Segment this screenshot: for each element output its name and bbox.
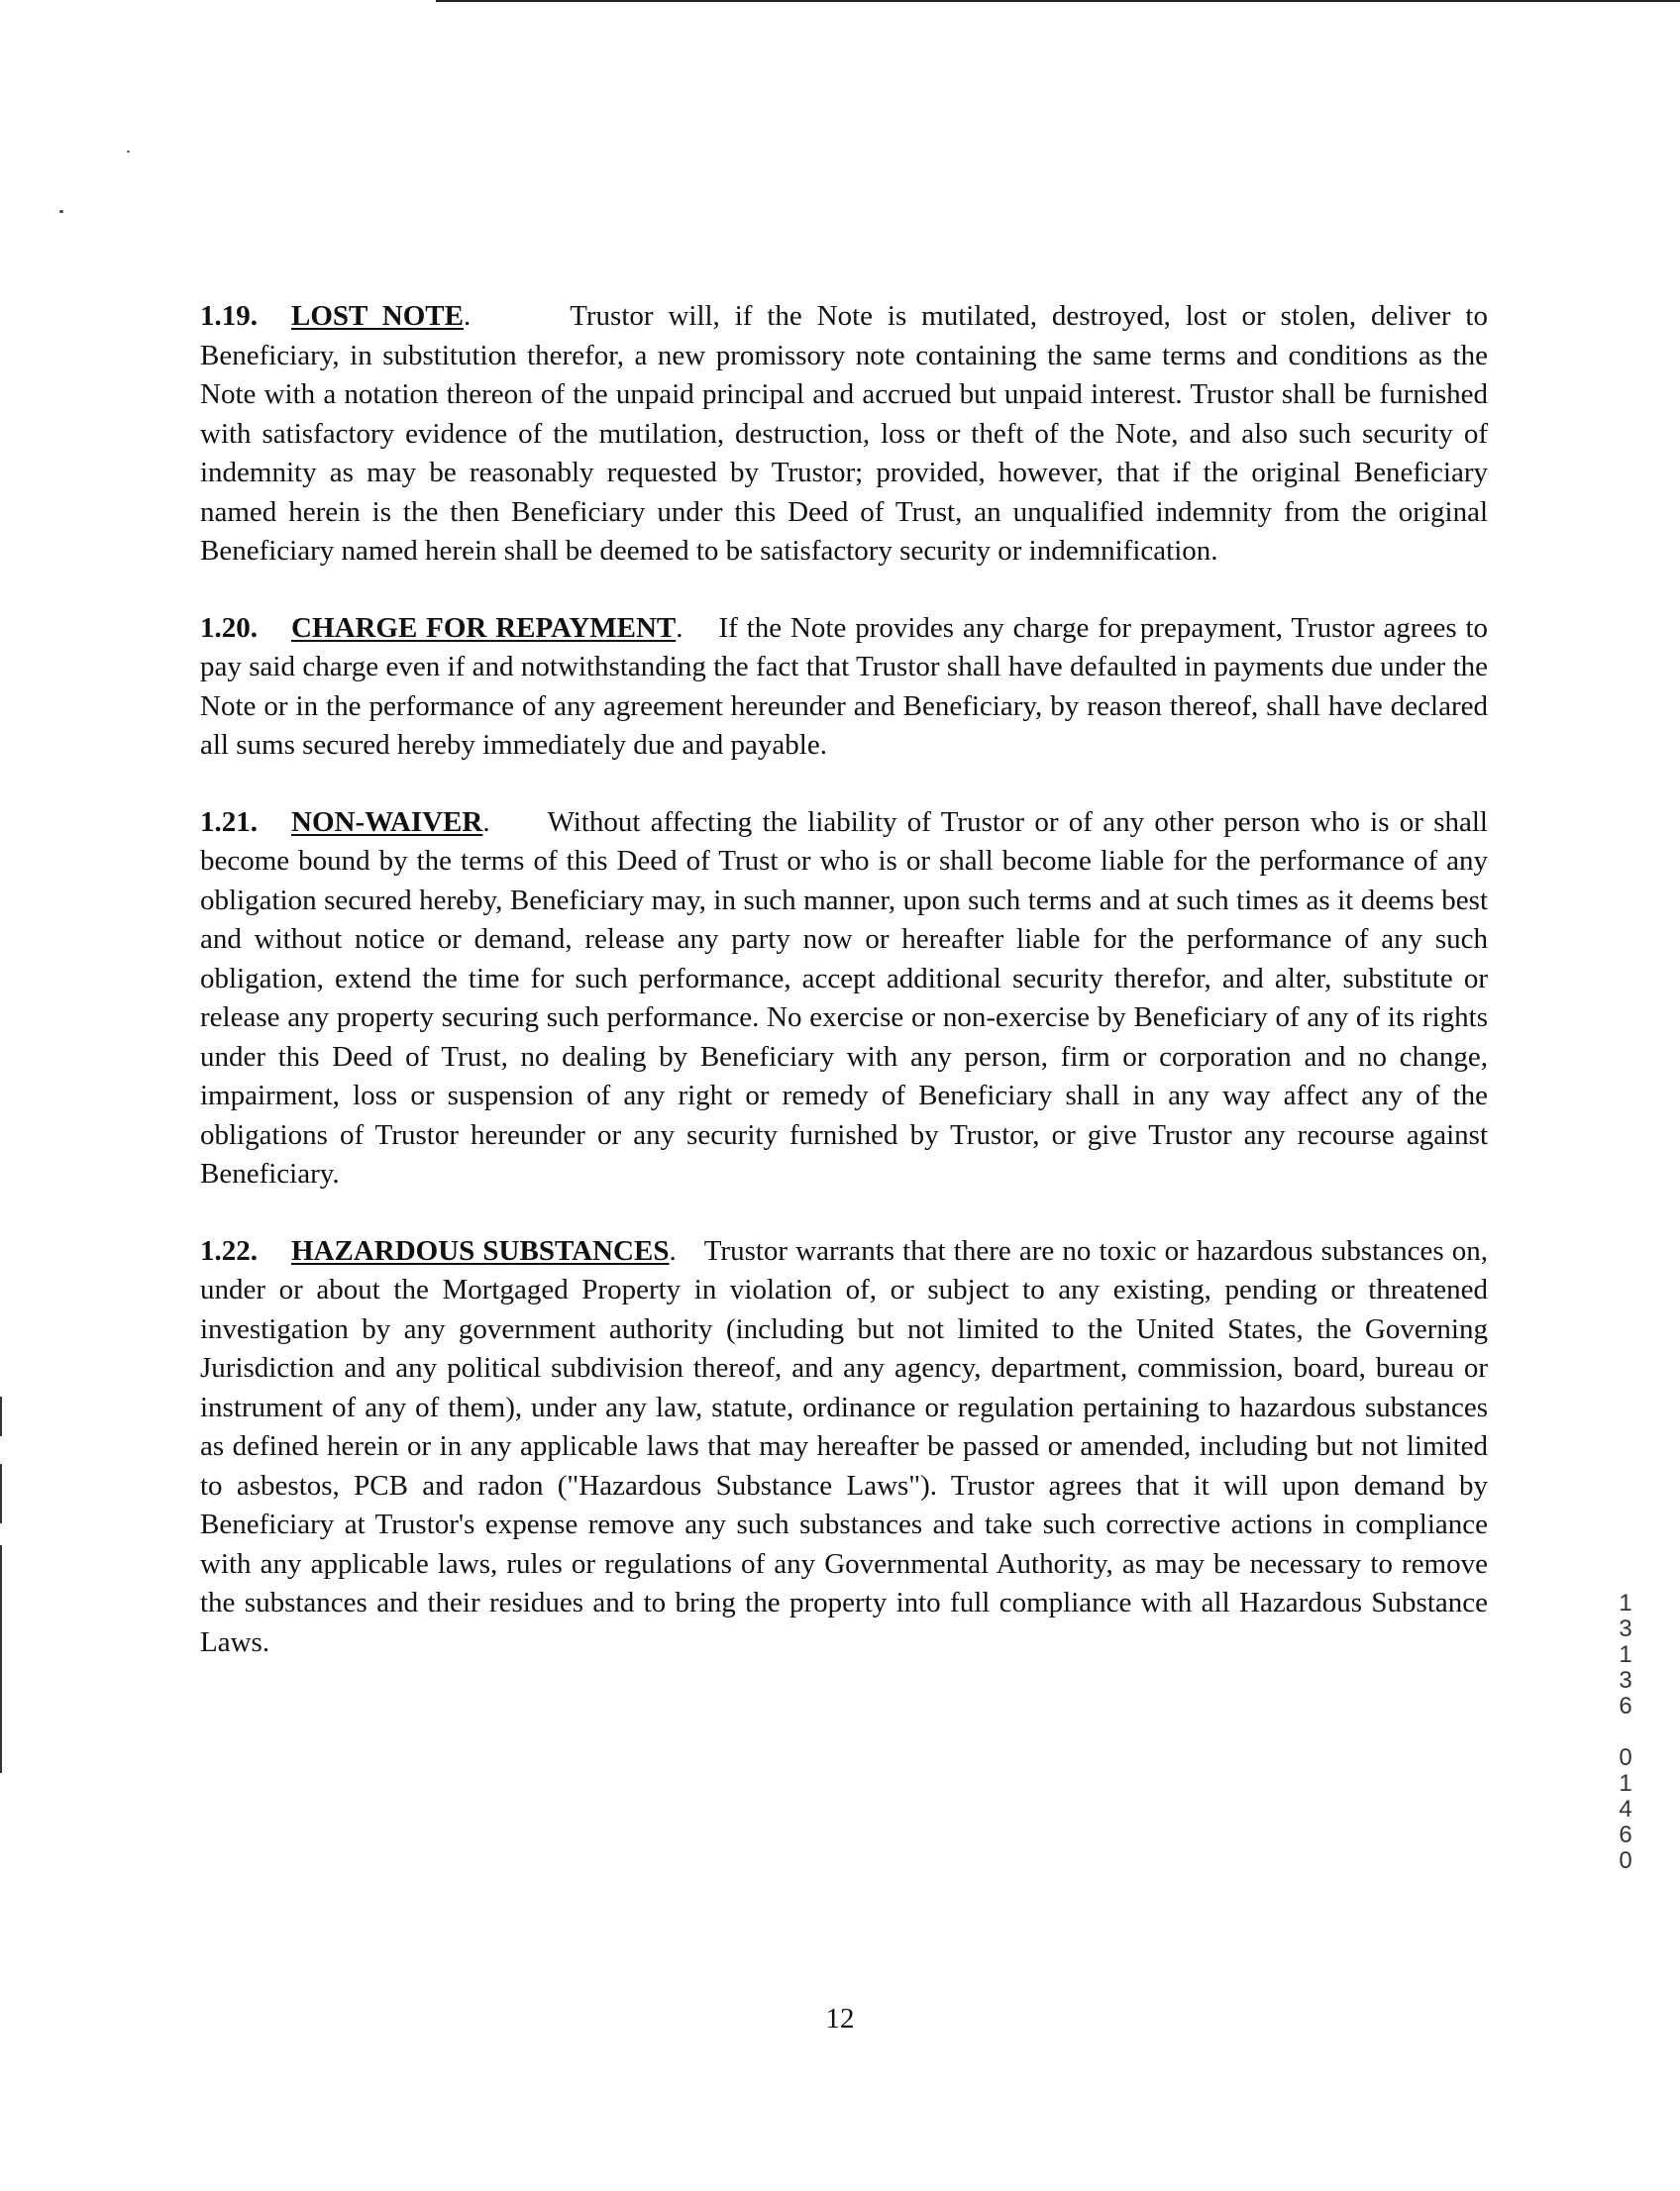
- left-scan-edge: [0, 1464, 2, 1523]
- book-page-stamp: [1613, 1591, 1638, 1874]
- section-text: Without affecting the liability of Trustor or of any other person who is or shall become bound by the terms of this Deed of Trust or who is or shall become liable for the performance of any obligation secured hereby, Beneficiary may, in such manner, upon such terms and at such times as it deems best and without notice or demand, release any party now or hereafter liable for the performance of any such obligation, extend the time for such performance, accept additional security therefor, and alter, substitute or release any property securing such performance. No exercise or non-exercise by Beneficiary of any of its rights under this Deed of Trust, no dealing by Beneficiary with any person, firm or corporation and no change, impairment, loss or suspension of any right or remedy of Beneficiary shall in any way affect any of the obligations of Trustor hereunder or any security furnished by Trustor, or give Trustor any recourse against Beneficiary.: [200, 805, 1488, 1190]
- stamp-char: 3: [1619, 1616, 1632, 1642]
- stamp-char: 1: [1619, 1590, 1632, 1617]
- stamp-char: 3: [1619, 1667, 1632, 1694]
- section-title: CHARGE FOR REPAYMENT: [291, 611, 677, 644]
- stamp-char: 6: [1619, 1693, 1632, 1720]
- scan-speck: [59, 210, 63, 213]
- left-scan-edge: [0, 1545, 2, 1773]
- left-scan-edge: [0, 1397, 2, 1436]
- section-title: NON-WAIVER: [291, 805, 483, 838]
- section-number: 1.19.: [200, 300, 258, 332]
- top-scan-rule: [436, 0, 1680, 2]
- stamp-char: 1: [1619, 1770, 1632, 1797]
- section-hazardous-substances: 1.22. HAZARDOUS SUBSTANCES. Trustor warrants that there are no toxic or hazardous substances on, under or about the Mortgaged Property in violation of, or subject to any existing, pending or threatened investigation by any government authority (including but not limited to the United States, the Governing Jurisdiction and any political subdivision thereof, and any agency, department, commission, board, bureau or instrument of any of them), under any law, statute, ordinance or regulation pertaining to hazardous substances as defined herein or in any applicable laws that may hereafter be passed or amended, including but not limited to asbestos, PCB and radon ("Hazardous Substance Laws"). Trustor agrees that it will upon demand by Beneficiary at Trustor's expense remove any such substances and take such corrective actions in compliance with any applicable laws, rules or regulations of any Governmental Authority, as may be necessary to remove the substances and their residues and to bring the property into full compliance with all Hazardous Substance Laws.: [200, 1234, 1488, 1658]
- section-non-waiver: 1.21. NON-WAIVER. Without affecting the liability of Trustor or of any other person who is or shall become bound by the terms of this Deed of Trust or who is or shall become liable for the performance of any obligation secured hereby, Beneficiary may, in such manner, upon such terms and at such times as it deems best and without notice or demand, release any party now or hereafter liable for the performance of any such obligation, extend the time for such performance, accept additional security therefor, and alter, substitute or release any property securing such performance. No exercise or non-exercise by Beneficiary of any of its rights under this Deed of Trust, no dealing by Beneficiary with any person, firm or corporation and no change, impairment, loss or suspension of any right or remedy of Beneficiary shall in any way affect any of the obligations of Trustor hereunder or any security furnished by Trustor, or give Trustor any recourse against Beneficiary.: [200, 805, 1488, 1190]
- section-number: 1.20.: [200, 611, 258, 644]
- section-lost-note: 1.19. LOST NOTE. Trustor will, if the Note is mutilated, destroyed, lost or stolen, deliver to Beneficiary, in substitution therefor, a new promissory note containing the same terms and conditions as the Note with a notation thereon of the unpaid principal and accrued but unpaid interest. Trustor shall be furnished with satisfactory evidence of the mutilation, destruction, loss or theft of the Note, and also such security of indemnity as may be reasonably requested by Trustor; provided, however, that if the original Beneficiary named herein is the then Beneficiary under this Deed of Trust, an unqualified indemnity from the original Beneficiary named herein shall be deemed to be satisfactory security or indemnification.: [200, 300, 1488, 567]
- page-number: 12: [825, 2003, 855, 2034]
- document-body: [200, 297, 1488, 1700]
- scan-speck: [127, 151, 130, 153]
- section-title: HAZARDOUS SUBSTANCES: [291, 1234, 670, 1267]
- stamp-char: 6: [1619, 1822, 1632, 1848]
- stamp-char: 0: [1619, 1744, 1632, 1771]
- section-charge-for-repayment: 1.20. CHARGE FOR REPAYMENT. If the Note provides any charge for prepayment, Trustor agrees to pay said charge even if and notwithstanding the fact that Trustor shall have defaulted in payments due under the Note or in the performance of any agreement hereunder and Beneficiary, by reason thereof, shall have declared all sums secured hereby immediately due and payable.: [200, 611, 1489, 761]
- section-text: If the Note provides any charge for prepayment, Trustor agrees to pay said charge even if and notwithstanding the fact that Trustor shall have defaulted in payments due under the Note or in the performance of any agreement hereunder and Beneficiary, by reason thereof, shall have declared all sums secured hereby immediately due and payable.: [200, 611, 1489, 761]
- section-text: Trustor will, if the Note is mutilated, destroyed, lost or stolen, deliver to Beneficiary, in substitution therefor, a new promissory note containing the same terms and conditions as the Note with a notation thereon of the unpaid principal and accrued but unpaid interest. Trustor shall be furnished with satisfactory evidence of the mutilation, destruction, loss or theft of the Note, and also such security of indemnity as may be reasonably requested by Trustor; provided, however, that if the original Beneficiary named herein is the then Beneficiary under this Deed of Trust, an unqualified indemnity from the original Beneficiary named herein shall be deemed to be satisfactory security or indemnification.: [200, 300, 1488, 567]
- section-title: LOST NOTE: [291, 300, 464, 332]
- section-text: Trustor warrants that there are no toxic or hazardous substances on, under or about the Mortgaged Property in violation of, or subject to any existing, pending or threatened investigation by any government authority (including but not limited to the United States, the Governing Jurisdiction and any political subdivision thereof, and any agency, department, commission, board, bureau or instrument of any of them), under any law, statute, ordinance or regulation pertaining to hazardous substances as defined herein or in any applicable laws that may hereafter be passed or amended, including but not limited to asbestos, PCB and radon ("Hazardous Substance Laws"). Trustor agrees that it will upon demand by Beneficiary at Trustor's expense remove any such substances and take such corrective actions in compliance with any applicable laws, rules or regulations of any Governmental Authority, as may be necessary to remove the substances and their residues and to bring the property into full compliance with all Hazardous Substance Laws.: [200, 1234, 1488, 1658]
- stamp-char: 1: [1619, 1641, 1632, 1668]
- section-number: 1.22.: [200, 1234, 258, 1267]
- stamp-char: 4: [1619, 1796, 1632, 1823]
- section-number: 1.21.: [200, 805, 258, 838]
- stamp-char: 0: [1619, 1847, 1632, 1874]
